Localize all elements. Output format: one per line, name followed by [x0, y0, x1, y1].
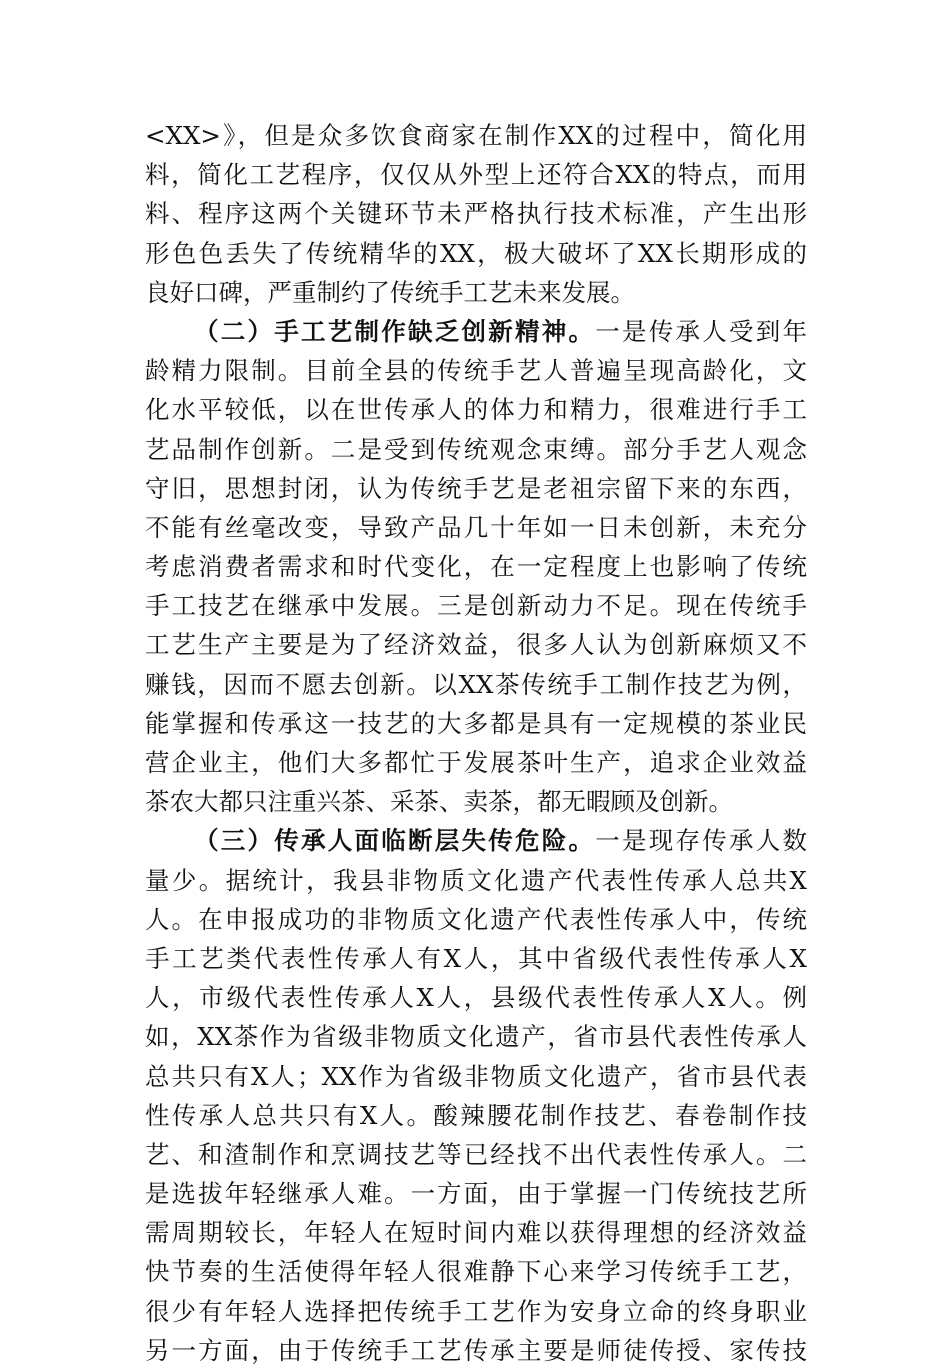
text-line	[145, 900, 807, 939]
line-text: 赚钱，因而不愿去创新。以XX茶传统手工制作技艺为例，	[145, 669, 807, 699]
text-line	[145, 1174, 807, 1213]
line-text: 形色色丢失了传统精华的XX，极大破坏了XX长期形成的	[145, 238, 807, 268]
text-line	[145, 1331, 807, 1370]
text-line	[145, 1292, 807, 1331]
text-line	[145, 665, 807, 704]
line-text: 人。在申报成功的非物质文化遗产代表性传承人中，传统	[145, 904, 807, 934]
text-line	[145, 1057, 807, 1096]
line-text: 能掌握和传承这一技艺的大多都是具有一定规模的茶业民	[145, 708, 807, 738]
line-text: 艺品制作创新。二是受到传统观念束缚。部分手艺人观念	[145, 434, 807, 464]
line-text: 料、程序这两个关键环节未严格执行技术标准，产生出形	[145, 199, 807, 229]
text-line	[145, 1252, 807, 1291]
text-line	[145, 1135, 807, 1174]
line-text: 性传承人总共只有X人。酸辣腰花制作技艺、春卷制作技	[145, 1100, 807, 1130]
text-line	[145, 547, 807, 586]
text-line	[145, 704, 807, 743]
line-text: 一是传承人受到年	[595, 316, 807, 346]
text-line	[145, 743, 807, 782]
line-text: 龄精力限制。目前全县的传统手艺人普遍呈现高龄化，文	[145, 356, 807, 386]
line-text: 如，XX茶作为省级非物质文化遗产，省市县代表性传承人	[145, 1022, 807, 1052]
text-line	[145, 351, 807, 390]
line-text: 是选拔年轻继承人难。一方面，由于掌握一门传统技艺所	[145, 1179, 807, 1209]
line-text: 考虑消费者需求和时代变化，在一定程度上也影响了传统	[145, 552, 807, 582]
line-text: 另一方面，由于传统手工艺传承主要是师徒传授、家传技	[145, 1335, 807, 1365]
line-text: 量少。据统计，我县非物质文化遗产代表性传承人总共X	[145, 865, 807, 895]
line-text: <XX>》，但是众多饮食商家在制作XX的过程中，简化用	[145, 121, 807, 150]
line-text: 艺、和渣制作和烹调技艺等已经找不出代表性传承人。二	[145, 1139, 807, 1169]
line-text: 茶农大都只注重兴茶、采茶、卖茶，都无暇顾及创新。	[145, 787, 733, 817]
text-line	[145, 508, 807, 547]
text-line	[145, 861, 807, 900]
text-line	[145, 155, 807, 194]
text-line	[145, 273, 807, 312]
text-line	[145, 821, 807, 860]
line-text: 营企业主，他们大多都忙于发展茶叶生产，追求企业效益	[145, 748, 807, 777]
text-line	[145, 430, 807, 469]
line-text: 不能有丝毫改变，导致产品几十年如一日未创新，未充分	[145, 512, 807, 542]
text-line	[145, 390, 807, 429]
body-text	[145, 116, 807, 1370]
text-line	[145, 1213, 807, 1252]
line-text: 一是现存传承人数	[595, 826, 807, 856]
line-text: 良好口碑，严重制约了传统手工艺未来发展。	[145, 277, 635, 307]
text-line	[145, 234, 807, 273]
text-line	[145, 1017, 807, 1056]
line-text: 快节奏的生活使得年轻人很难静下心来学习传统手工艺，	[145, 1257, 807, 1287]
line-text: 人，市级代表性传承人X人，县级代表性传承人X人。例	[145, 983, 807, 1013]
line-text: 化水平较低，以在世传承人的体力和精力，很难进行手工	[145, 395, 807, 425]
text-line	[145, 978, 807, 1017]
text-line	[145, 194, 807, 233]
text-line	[145, 469, 807, 508]
line-text: 手工艺类代表性传承人有X人，其中省级代表性传承人X	[145, 943, 807, 973]
line-text: 很少有年轻人选择把传统手工艺作为安身立命的终身职业	[145, 1296, 807, 1326]
section-heading: （二）手工艺制作缺乏创新精神。	[194, 316, 596, 346]
text-line	[145, 116, 807, 155]
text-line	[145, 1096, 807, 1135]
text-line	[145, 312, 807, 351]
text-line	[145, 782, 807, 821]
text-line	[145, 625, 807, 664]
line-text: 需周期较长，年轻人在短时间内难以获得理想的经济效益	[145, 1218, 807, 1248]
line-text: 料，简化工艺程序，仅仅从外型上还符合XX的特点，而用	[145, 160, 807, 190]
line-text: 总共只有X人；XX作为省级非物质文化遗产，省市县代表	[145, 1061, 807, 1091]
section-heading: （三）传承人面临断层失传危险。	[194, 826, 596, 856]
text-line	[145, 939, 807, 978]
line-text: 守旧，思想封闭，认为传统手艺是老祖宗留下来的东西，	[145, 473, 807, 503]
line-text: 手工技艺在继承中发展。三是创新动力不足。现在传统手	[145, 591, 807, 621]
line-text: 工艺生产主要是为了经济效益，很多人认为创新麻烦又不	[145, 630, 807, 660]
text-line	[145, 586, 807, 625]
